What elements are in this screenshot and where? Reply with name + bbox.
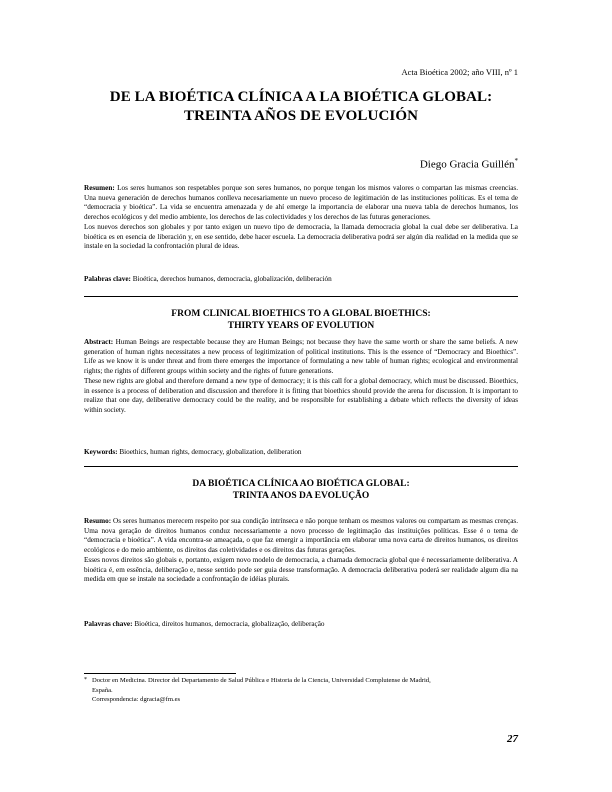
keywords-es-label: Palabras clave:	[84, 275, 131, 283]
footnote	[84, 676, 518, 705]
abstract-es-text-1: Los seres humanos son respetables porque son seres humanos, no porque tengan los mismos valores o compartan las mismas creencias. Una nueva generación de derechos humanos conlleva necesariamente un nuevo proceso de legitimación de las instituciones políticas. Es el tema de “democracia y bioética”. La vida se encuentra amenazada y de ahí emerge la importancia de elaborar una nueva tabla de derechos humanos, los derechos ecológicos y del medio ambiente, los derechos de las colectividades y los derechos de las futuras generaciones.	[84, 184, 519, 222]
author-footnote-mark: *	[514, 157, 518, 165]
abstract-pt-text-2: Esses novos direitos são globais e, portanto, exigem novo modelo de democracia, a chamada democracia global que é necessariamente deliberativa. A bioética é, em essência, deliberação e, nesse sentido pode ser guia desse transformação. A democracia deliberativa poderá ser realidade algum dia na medida em que se instale na sociedade a confrontação de idéias plurais.	[84, 555, 518, 584]
keywords-pt	[84, 620, 518, 630]
abstract-pt-text-1: Os seres humanos merecem respeito por sua condição intrínseca e não porque tenham os mesmos valores ou compartam as mesmas crenças. Uma nova geração de direitos humanos conduz necessariamente a novo processo de legitimação das instituições políticas. Esse é o tema de “democracia e bioética”. A vida encontra-se ameaçada, o que faz emergir a importância em elaborar uma nova carta de direitos humanos, os direitos ecológicos e do meio ambiente, os direitos das coletividades e os direitos das futuras gerações.	[84, 517, 518, 555]
abstract-pt-paragraph-2	[84, 556, 518, 585]
abstract-es	[84, 184, 518, 252]
running-head: Acta Bioética 2002; año VIII, nº 1	[401, 67, 518, 77]
abstract-es-paragraph-2	[84, 223, 518, 252]
abstract-pt-label: Resumo:	[84, 517, 112, 525]
paper-title	[84, 88, 518, 126]
portuguese-title-line-2: TRINTA ANOS DA EVOLUÇÃO	[232, 491, 370, 501]
abstract-pt	[84, 517, 518, 585]
portuguese-title-line-1: DA BIOÉTICA CLÍNICA AO BIOÉTICA GLOBAL:	[192, 479, 410, 489]
abstract-es-label: Resumen:	[84, 184, 115, 192]
keywords-pt-text: Bioética, direitos humanos, democracia, globalização, deliberação	[134, 620, 325, 628]
portuguese-title	[84, 478, 518, 502]
english-title-line-1: FROM CLINICAL BIOETHICS TO A GLOBAL BIOETHICS:	[171, 309, 431, 319]
author	[420, 157, 518, 171]
keywords-en-text: Bioethics, human rights, democracy, globalization, deliberation	[119, 448, 302, 456]
keywords-es	[84, 275, 518, 285]
abstract-en	[84, 338, 518, 416]
footnote-correspondence: Correspondencia: dgracia@fm.es	[92, 696, 181, 703]
section-divider	[84, 296, 518, 297]
footnote-mark: *	[84, 677, 87, 683]
author-name: Diego Gracia Guillén	[419, 158, 515, 171]
abstract-en-text-1: Human Beings are respectable because they are Human Beings; not because they have the same worth or share the same beliefs. A new generation of human rights necessitates a new process of legitimization of political institutions. This is the essence of “Democracy and Bioethics”. Life as we know it is under threat and from there emerges the importance of formulating a new table of human rights; ecological and environmental rights; the rights of different groups within society and the rights of future generations.	[84, 338, 519, 376]
english-title	[84, 308, 518, 332]
footnote-country: España.	[92, 686, 113, 694]
footnote-rule	[84, 673, 236, 674]
abstract-en-label: Abstract:	[84, 338, 114, 346]
footnote-affiliation: Doctor en Medicina. Director del Departamento de Salud Pública e Historia de la Ciencia, Universidad Complutense de Madrid,	[92, 677, 431, 684]
abstract-pt-paragraph-1	[84, 517, 518, 556]
english-title-line-2: THIRTY YEARS OF EVOLUTION	[227, 321, 375, 331]
abstract-en-text-2: These new rights are global and therefore demand a new type of democracy; it is this call for a global democracy, which must be discussed. Bioethics, in essence is a process of deliberation and discussion and therefore it is fitting that bioethics should provide the arena for discussion. It is important to realize that one day, deliberative democracy could be the reality, and be responsible for establishing a debate which reflects the diversity of ideas within society.	[84, 376, 518, 414]
abstract-en-paragraph-1	[84, 338, 518, 377]
section-divider	[84, 466, 518, 467]
abstract-es-paragraph-1	[84, 184, 518, 223]
abstract-es-text-2: Los nuevos derechos son globales y por tanto exigen un nuevo tipo de democracia, la llamada democracia global la cual debe ser deliberativa. La bioética es en esencia de liberación y, en ese sentido, debe hacer escuela. La democracia deliberativa podrá ser algún día realidad en la medida que se instale en la sociedad la confrontación plural de ideas.	[84, 222, 518, 251]
footnote-body	[92, 676, 518, 705]
title-line-2: TREINTA AÑOS DE EVOLUCIÓN	[183, 108, 419, 124]
keywords-en	[84, 448, 518, 458]
title-line-1: DE LA BIOÉTICA CLÍNICA A LA BIOÉTICA GLOBAL:	[109, 89, 493, 105]
page-number: 27	[507, 733, 518, 745]
keywords-pt-label: Palavras chave:	[84, 620, 133, 628]
keywords-es-text: Bioética, derechos humanos, democracia, globalización, deliberación	[132, 275, 332, 283]
keywords-en-label: Keywords:	[84, 448, 118, 456]
abstract-en-paragraph-2	[84, 377, 518, 416]
